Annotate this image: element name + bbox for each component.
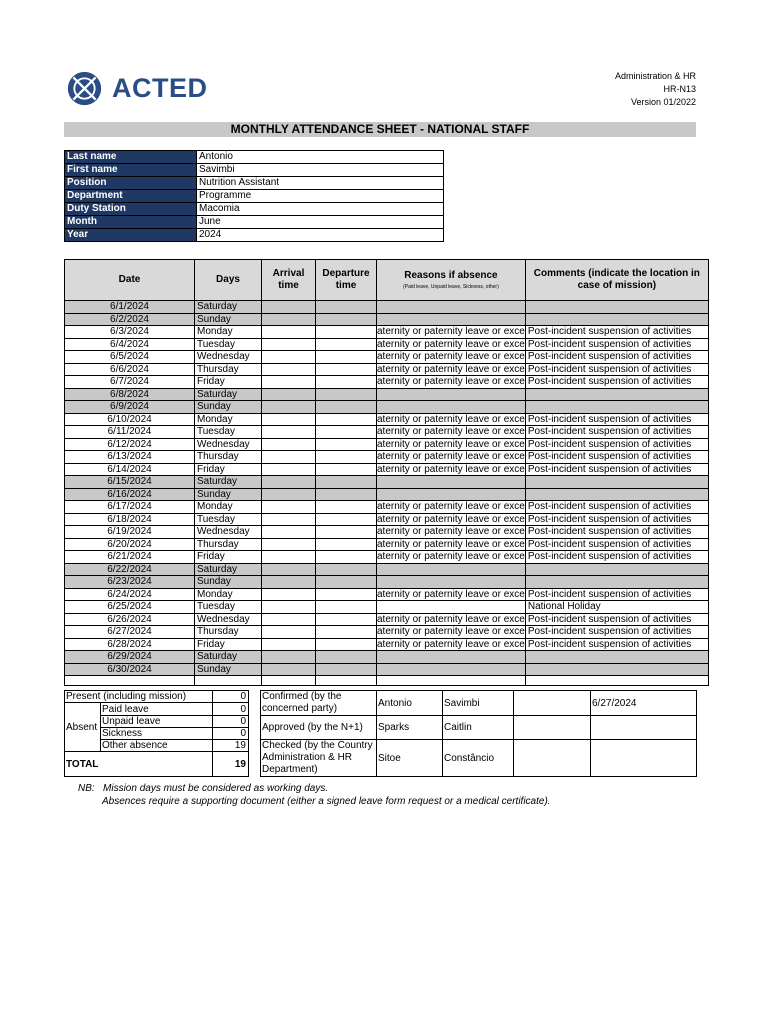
confirmed-first-name: Savimbi [443, 691, 514, 716]
date-cell: 6/14/2024 [65, 463, 195, 476]
confirmed-last-name: Antonio [377, 691, 443, 716]
reason-cell [377, 301, 526, 314]
departure-cell [316, 526, 377, 539]
day-cell: Wednesday [195, 613, 262, 626]
departure-cell [316, 351, 377, 364]
date-cell: 6/3/2024 [65, 326, 195, 339]
departure-cell [316, 376, 377, 389]
employee-info-table [64, 150, 444, 242]
info-label: Month [65, 216, 197, 229]
checked-first-name: Constâncio [443, 740, 514, 777]
arrival-cell [262, 601, 316, 614]
page-title: MONTHLY ATTENDANCE SHEET - NATIONAL STAFF [64, 122, 696, 137]
comment-cell [525, 313, 708, 326]
departure-cell [316, 301, 377, 314]
globe-icon [66, 70, 103, 107]
arrival-cell [262, 338, 316, 351]
arrival-cell [262, 513, 316, 526]
absent-label: Absent [65, 703, 101, 752]
departure-cell [316, 426, 377, 439]
departure-cell [316, 363, 377, 376]
reason-cell: aternity or paternity leave or exce [377, 426, 525, 438]
date-cell: 6/21/2024 [65, 551, 195, 564]
comment-cell: Post-incident suspension of activities [525, 638, 708, 651]
departure-cell [316, 313, 377, 326]
info-value: Nutrition Assistant [197, 177, 444, 190]
arrival-cell [262, 626, 316, 639]
comment-cell: Post-incident suspension of activities [525, 526, 708, 539]
comment-cell [525, 488, 708, 501]
departure-cell [316, 588, 377, 601]
day-cell: Saturday [195, 563, 262, 576]
reason-cell: aternity or paternity leave or exce [377, 413, 525, 425]
arrival-cell [262, 638, 316, 651]
date-cell: 6/18/2024 [65, 513, 195, 526]
day-cell: Tuesday [195, 426, 262, 439]
approved-first-name: Caitlin [443, 716, 514, 740]
date-cell: 6/15/2024 [65, 476, 195, 489]
arrival-cell [262, 526, 316, 539]
day-cell: Monday [195, 501, 262, 514]
departure-header: Departure time [316, 260, 377, 301]
checked-last-name: Sitoe [377, 740, 443, 777]
arrival-cell [262, 388, 316, 401]
attendance-row [65, 488, 709, 501]
day-cell: Saturday [195, 651, 262, 664]
date-cell: 6/11/2024 [65, 426, 195, 439]
info-label: First name [65, 164, 197, 177]
comment-cell: Post-incident suspension of activities [525, 363, 708, 376]
arrival-cell [262, 413, 316, 426]
attendance-row [65, 451, 709, 464]
comment-cell: Post-incident suspension of activities [525, 513, 708, 526]
attendance-row [65, 388, 709, 401]
attendance-row [65, 538, 709, 551]
day-cell: Sunday [195, 401, 262, 414]
day-cell: Wednesday [195, 438, 262, 451]
date-cell: 6/1/2024 [65, 301, 195, 314]
spacer-cell [377, 676, 526, 686]
attendance-row [65, 526, 709, 539]
reason-cell: aternity or paternity leave or exce [377, 638, 525, 650]
attendance-row [65, 551, 709, 564]
reason-cell [377, 388, 526, 401]
info-value: 2024 [197, 229, 444, 242]
arrival-cell [262, 313, 316, 326]
spacer-cell [262, 676, 316, 686]
comment-cell: Post-incident suspension of activities [525, 626, 708, 639]
spacer-cell [316, 676, 377, 686]
arrival-cell [262, 463, 316, 476]
attendance-row [65, 313, 709, 326]
day-cell: Sunday [195, 488, 262, 501]
departure-cell [316, 451, 377, 464]
date-cell: 6/24/2024 [65, 588, 195, 601]
arrival-cell [262, 651, 316, 664]
date-cell: 6/16/2024 [65, 488, 195, 501]
arrival-cell [262, 376, 316, 389]
comment-cell: Post-incident suspension of activities [525, 501, 708, 514]
day-cell: Thursday [195, 538, 262, 551]
reason-cell: aternity or paternity leave or exce [377, 501, 525, 513]
info-row [65, 229, 444, 242]
arrival-cell [262, 538, 316, 551]
reasons-header-sub: (Paid leave, Unpaid leave, Sickness, other) [403, 284, 499, 290]
date-cell: 6/28/2024 [65, 638, 195, 651]
reason-cell: aternity or paternity leave or exce [377, 626, 525, 638]
reason-cell: aternity or paternity leave or exce [377, 526, 525, 538]
attendance-row [65, 613, 709, 626]
spacer-cell [195, 676, 262, 686]
date-cell: 6/10/2024 [65, 413, 195, 426]
date-cell: 6/30/2024 [65, 663, 195, 676]
date-cell: 6/7/2024 [65, 376, 195, 389]
attendance-row [65, 463, 709, 476]
reason-cell [377, 663, 526, 676]
comment-cell: Post-incident suspension of activities [525, 551, 708, 564]
comment-cell: Post-incident suspension of activities [525, 451, 708, 464]
attendance-row [65, 476, 709, 489]
paid-leave-value: 0 [213, 703, 249, 716]
info-value: Antonio [197, 151, 444, 164]
reason-cell [377, 563, 526, 576]
attendance-row [65, 626, 709, 639]
reason-cell: aternity or paternity leave or exce [377, 513, 525, 525]
notes [78, 782, 551, 808]
reason-cell [377, 601, 526, 614]
day-cell: Wednesday [195, 351, 262, 364]
departure-cell [316, 613, 377, 626]
info-label: Position [65, 177, 197, 190]
info-row [65, 164, 444, 177]
spacer-cell [65, 676, 195, 686]
other-absence-value: 19 [213, 740, 249, 752]
present-value: 0 [213, 691, 249, 703]
arrival-header: Arrival time [262, 260, 316, 301]
comment-cell: Post-incident suspension of activities [525, 413, 708, 426]
date-cell: 6/5/2024 [65, 351, 195, 364]
attendance-row [65, 588, 709, 601]
day-cell: Tuesday [195, 513, 262, 526]
arrival-cell [262, 351, 316, 364]
day-cell: Thursday [195, 363, 262, 376]
day-cell: Thursday [195, 626, 262, 639]
arrival-cell [262, 426, 316, 439]
comment-cell: Post-incident suspension of activities [525, 538, 708, 551]
comments-header: Comments (indicate the location in case of mission) [525, 260, 708, 301]
departure-cell [316, 538, 377, 551]
attendance-row [65, 326, 709, 339]
info-label: Last name [65, 151, 197, 164]
departure-cell [316, 476, 377, 489]
info-row [65, 190, 444, 203]
reason-cell: aternity or paternity leave or exce [377, 551, 525, 563]
attendance-row [65, 401, 709, 414]
arrival-cell [262, 588, 316, 601]
days-header: Days [195, 260, 262, 301]
reason-cell: aternity or paternity leave or exce [377, 338, 525, 350]
date-cell: 6/13/2024 [65, 451, 195, 464]
attendance-row [65, 563, 709, 576]
unpaid-leave-value: 0 [213, 716, 249, 728]
info-row [65, 177, 444, 190]
departure-cell [316, 326, 377, 339]
day-cell: Sunday [195, 576, 262, 589]
departure-cell [316, 413, 377, 426]
info-label: Year [65, 229, 197, 242]
reason-cell: aternity or paternity leave or exce [377, 538, 525, 550]
departure-cell [316, 513, 377, 526]
day-cell: Monday [195, 413, 262, 426]
departure-cell [316, 551, 377, 564]
arrival-cell [262, 401, 316, 414]
acted-logo [66, 70, 208, 107]
total-label: TOTAL [65, 752, 213, 777]
comment-cell [525, 651, 708, 664]
reason-cell [377, 576, 526, 589]
attendance-header-row [65, 260, 709, 301]
checked-signature [514, 740, 591, 777]
date-cell: 6/6/2024 [65, 363, 195, 376]
arrival-cell [262, 326, 316, 339]
attendance-row [65, 426, 709, 439]
comment-cell [525, 576, 708, 589]
reasons-header [377, 260, 526, 301]
date-cell: 6/27/2024 [65, 626, 195, 639]
arrival-cell [262, 563, 316, 576]
arrival-cell [262, 301, 316, 314]
notes-prefix: NB: [78, 783, 95, 794]
document-reference [615, 70, 696, 109]
reason-cell: aternity or paternity leave or exce [377, 588, 525, 600]
comment-cell: Post-incident suspension of activities [525, 426, 708, 439]
date-cell: 6/20/2024 [65, 538, 195, 551]
comment-cell [525, 563, 708, 576]
departure-cell [316, 563, 377, 576]
info-value: June [197, 216, 444, 229]
arrival-cell [262, 576, 316, 589]
date-cell: 6/2/2024 [65, 313, 195, 326]
comment-cell: Post-incident suspension of activities [525, 326, 708, 339]
attendance-row [65, 338, 709, 351]
reason-cell: aternity or paternity leave or exce [377, 451, 525, 463]
departure-cell [316, 626, 377, 639]
sickness-value: 0 [213, 728, 249, 740]
departure-cell [316, 438, 377, 451]
confirmed-label: Confirmed (by the concerned party) [261, 691, 377, 716]
reason-cell: aternity or paternity leave or exce [377, 351, 525, 363]
info-value: Programme [197, 190, 444, 203]
arrival-cell [262, 613, 316, 626]
arrival-cell [262, 663, 316, 676]
attendance-row [65, 438, 709, 451]
confirmed-date: 6/27/2024 [591, 691, 697, 716]
reason-cell: aternity or paternity leave or exce [377, 438, 525, 450]
attendance-row [65, 651, 709, 664]
comment-cell: Post-incident suspension of activities [525, 351, 708, 364]
day-cell: Saturday [195, 388, 262, 401]
departure-cell [316, 576, 377, 589]
departure-cell [316, 638, 377, 651]
day-cell: Sunday [195, 313, 262, 326]
date-cell: 6/19/2024 [65, 526, 195, 539]
reason-cell: aternity or paternity leave or exce [377, 613, 525, 625]
info-value: Savimbi [197, 164, 444, 177]
arrival-cell [262, 438, 316, 451]
info-row [65, 203, 444, 216]
version-line: Version 01/2022 [630, 97, 696, 107]
departure-cell [316, 463, 377, 476]
info-row [65, 216, 444, 229]
day-cell: Saturday [195, 301, 262, 314]
approved-signature [514, 716, 591, 740]
day-cell: Friday [195, 463, 262, 476]
comment-cell: Post-incident suspension of activities [525, 438, 708, 451]
comment-cell [525, 476, 708, 489]
approved-last-name: Sparks [377, 716, 443, 740]
arrival-cell [262, 451, 316, 464]
day-cell: Monday [195, 326, 262, 339]
info-value: Macomia [197, 203, 444, 216]
day-cell: Tuesday [195, 601, 262, 614]
date-cell: 6/22/2024 [65, 563, 195, 576]
departure-cell [316, 488, 377, 501]
arrival-cell [262, 488, 316, 501]
reason-cell [377, 313, 526, 326]
reason-cell [377, 476, 526, 489]
day-cell: Monday [195, 588, 262, 601]
day-cell: Thursday [195, 451, 262, 464]
notes-line-2: Absences require a supporting document (either a signed leave form request or a medical certificate). [102, 796, 551, 807]
other-absence-label: Other absence [101, 740, 213, 752]
reason-cell [377, 488, 526, 501]
department-line: Administration & HR [614, 71, 696, 81]
arrival-cell [262, 551, 316, 564]
total-value: 19 [213, 752, 249, 777]
reason-cell: aternity or paternity leave or exce [377, 363, 525, 375]
departure-cell [316, 388, 377, 401]
attendance-row [65, 663, 709, 676]
date-cell: 6/26/2024 [65, 613, 195, 626]
comment-cell: Post-incident suspension of activities [525, 463, 708, 476]
logo-text: ACTED [112, 73, 208, 103]
approved-label: Approved (by the N+1) [261, 716, 377, 740]
departure-cell [316, 338, 377, 351]
day-cell: Friday [195, 638, 262, 651]
departure-cell [316, 501, 377, 514]
date-cell: 6/12/2024 [65, 438, 195, 451]
attendance-row [65, 638, 709, 651]
attendance-row [65, 413, 709, 426]
departure-cell [316, 663, 377, 676]
date-cell: 6/29/2024 [65, 651, 195, 664]
date-cell: 6/17/2024 [65, 501, 195, 514]
comment-cell: Post-incident suspension of activities [525, 338, 708, 351]
attendance-row [65, 301, 709, 314]
departure-cell [316, 601, 377, 614]
day-cell: Friday [195, 376, 262, 389]
comment-cell [525, 388, 708, 401]
unpaid-leave-label: Unpaid leave [101, 716, 213, 728]
comment-cell [525, 401, 708, 414]
departure-cell [316, 401, 377, 414]
date-cell: 6/8/2024 [65, 388, 195, 401]
confirmed-signature [514, 691, 591, 716]
approved-date [591, 716, 697, 740]
attendance-row [65, 351, 709, 364]
form-code: HR-N13 [663, 84, 696, 94]
attendance-row [65, 576, 709, 589]
arrival-cell [262, 501, 316, 514]
notes-line-1: Mission days must be considered as working days. [103, 783, 329, 794]
summary-table [64, 690, 697, 777]
date-cell: 6/25/2024 [65, 601, 195, 614]
reason-cell: aternity or paternity leave or exce [377, 463, 525, 475]
reasons-header-label: Reasons if absence [404, 270, 498, 281]
reason-cell [377, 401, 526, 414]
arrival-cell [262, 476, 316, 489]
spacer-cell [525, 676, 708, 686]
day-cell: Sunday [195, 663, 262, 676]
sickness-label: Sickness [101, 728, 213, 740]
attendance-row [65, 501, 709, 514]
paid-leave-label: Paid leave [101, 703, 213, 716]
date-cell: 6/9/2024 [65, 401, 195, 414]
comment-cell [525, 301, 708, 314]
comment-cell: National Holiday [525, 601, 708, 614]
day-cell: Tuesday [195, 338, 262, 351]
reason-cell: aternity or paternity leave or exce [377, 326, 525, 338]
info-label: Department [65, 190, 197, 203]
departure-cell [316, 651, 377, 664]
comment-cell: Post-incident suspension of activities [525, 613, 708, 626]
checked-label: Checked (by the Country Administration & HR Department) [261, 740, 377, 777]
present-label: Present (including mission) [65, 691, 213, 703]
day-cell: Wednesday [195, 526, 262, 539]
comment-cell [525, 663, 708, 676]
attendance-spacer-row [65, 676, 709, 686]
arrival-cell [262, 363, 316, 376]
reason-cell: aternity or paternity leave or exce [377, 376, 525, 388]
checked-date [591, 740, 697, 777]
date-cell: 6/23/2024 [65, 576, 195, 589]
attendance-row [65, 363, 709, 376]
comment-cell: Post-incident suspension of activities [525, 376, 708, 389]
day-cell: Saturday [195, 476, 262, 489]
attendance-table [64, 259, 709, 686]
attendance-row [65, 601, 709, 614]
comment-cell: Post-incident suspension of activities [525, 588, 708, 601]
reason-cell [377, 651, 526, 664]
info-row [65, 151, 444, 164]
date-header: Date [65, 260, 195, 301]
date-cell: 6/4/2024 [65, 338, 195, 351]
attendance-row [65, 376, 709, 389]
day-cell: Friday [195, 551, 262, 564]
attendance-row [65, 513, 709, 526]
info-label: Duty Station [65, 203, 197, 216]
